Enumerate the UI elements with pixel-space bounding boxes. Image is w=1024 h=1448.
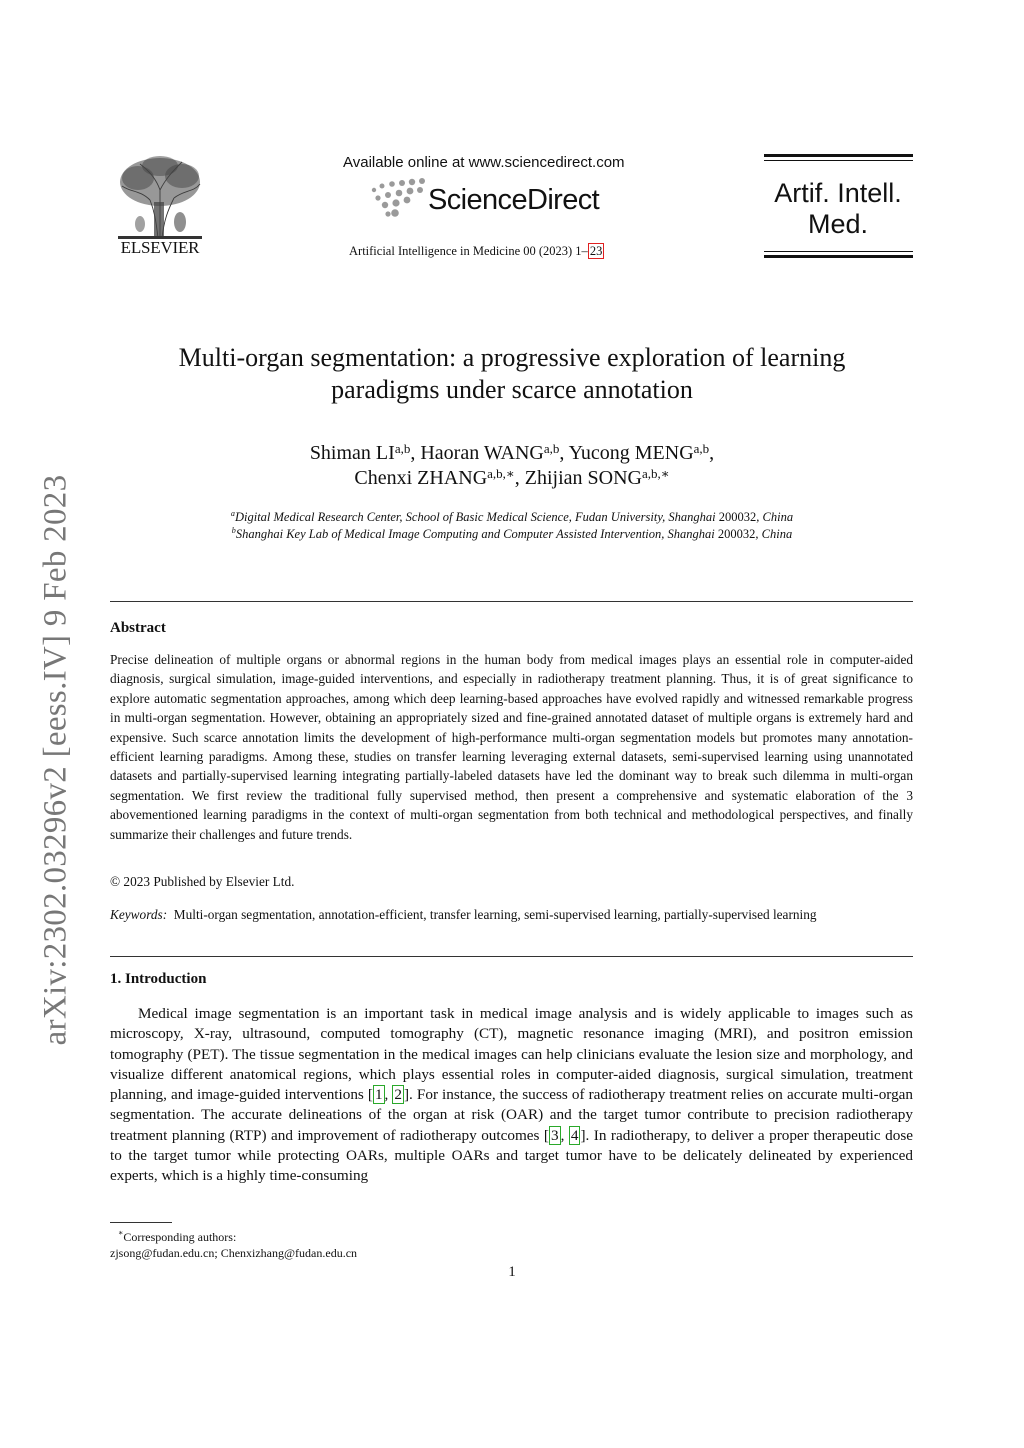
section-heading-introduction: 1. Introduction bbox=[110, 971, 207, 987]
citation-link[interactable]: 3 bbox=[550, 1126, 559, 1144]
affiliation-mark: a bbox=[230, 509, 235, 518]
keywords-list: Multi-organ segmentation, annotation-efficient, transfer learning, semi-supervised learning, partially-supervised learning bbox=[173, 907, 817, 922]
author-affil-mark: a,b,∗ bbox=[641, 466, 670, 481]
copyright-notice: © 2023 Published by Elsevier Ltd. bbox=[110, 874, 295, 889]
citation-link[interactable]: 1 bbox=[374, 1086, 383, 1104]
journal-abbrev-line2: Med. bbox=[807, 209, 869, 239]
affiliation-text: Digital Medical Research Center, School of Basic Medical Science, Fudan University, Shanghai bbox=[234, 510, 719, 524]
abstract-bottom-rule bbox=[110, 956, 913, 957]
affiliation-country: , China bbox=[756, 510, 794, 524]
author-name: Haoran WANG bbox=[420, 442, 544, 464]
affiliation-b bbox=[150, 526, 874, 543]
citation-separator: , bbox=[384, 1086, 393, 1104]
journal-box-bottom-rule bbox=[764, 255, 913, 258]
available-online-text: Available online at www.sciencedirect.com bbox=[343, 154, 625, 171]
citation-separator: , bbox=[560, 1126, 569, 1144]
keywords-label: Keywords: bbox=[110, 907, 168, 922]
abstract-top-rule bbox=[110, 601, 913, 602]
footnote-mark: ∗ bbox=[118, 1228, 124, 1237]
postal-code: 200032 bbox=[718, 510, 757, 524]
footnote-label: Corresponding authors: bbox=[123, 1230, 237, 1244]
journal-citation-line bbox=[349, 244, 604, 259]
author-line-1: Shiman LI$^{a,b}$, Haoran WANG$^{a,b}$, Yucong MENG$^{a,b}$, bbox=[309, 441, 715, 464]
author-affil-mark: a,b,∗ bbox=[487, 466, 515, 481]
affiliation-text: Shanghai Key Lab of Medical Image Computing and Computer Assisted Intervention, Shanghai bbox=[235, 527, 718, 541]
author-affil-mark: a,b bbox=[693, 441, 710, 456]
journal-box-top-rule-thin bbox=[764, 160, 913, 161]
title-line-1: Multi-organ segmentation: a progressive exploration of learning bbox=[178, 343, 846, 372]
affiliation-country: , China bbox=[755, 527, 793, 541]
journal-abbreviation bbox=[764, 178, 912, 240]
keywords bbox=[110, 905, 913, 924]
footnote-emails[interactable]: zjsong@fudan.edu.cn; Chenxizhang@fudan.edu.cn bbox=[110, 1246, 358, 1260]
author-line-2: Chenxi $ZHANG^{a,b,∗}$, Zhijian $SONG^{a,b,∗}$ bbox=[354, 466, 670, 489]
arxiv-identifier[interactable]: arXiv:2302.03296v2 [eess.IV] 9 Feb 2023 bbox=[37, 474, 74, 1046]
affiliation-mark: b bbox=[231, 526, 236, 535]
affiliation-a bbox=[150, 509, 874, 526]
citation-link[interactable]: 2 bbox=[394, 1086, 402, 1104]
paper-title bbox=[120, 342, 904, 406]
last-page-link[interactable]: 23 bbox=[589, 244, 603, 258]
author-affil-mark: a,b bbox=[543, 441, 560, 456]
sciencedirect-wordmark: ScienceDirect bbox=[428, 184, 600, 216]
journal-line-text: Artificial Intelligence in Medicine 00 (2023) 1– bbox=[349, 244, 588, 258]
author-name: Shiman LI bbox=[309, 442, 395, 464]
journal-box-bottom-rule-thin bbox=[764, 251, 913, 252]
intro-text: Medical image segmentation is an important task in medical image analysis and is widely applicable to images such as microscopy, X-ray, ultrasound, computed tomography (CT), magnetic resonance imaging (MRI), and positron emission tomography (PET). The tissue segmentation in the medical images can help clinicians evaluate the lesion size and morphology, and visualize different anatomical regions, which plays essential roles in computer-aided diagnosis, surgical simulation, treatment planning, and image-guided interventions [ bbox=[110, 1005, 913, 1104]
abstract-heading: Abstract bbox=[110, 620, 166, 636]
author-name: Chenxi ZHANG bbox=[354, 467, 488, 489]
journal-box-top-rule bbox=[764, 154, 913, 157]
footnote-corresponding bbox=[118, 1230, 236, 1245]
page-number: 1 bbox=[508, 1264, 516, 1280]
intro-text: ]. In radiotherapy, to deliver a proper therapeutic dose to the target tumor while protecting OARs, multiple OARs and target tumor have to be delicately delineated by experienced experts, which is a highly time-consuming bbox=[110, 1126, 913, 1185]
author-name: Yucong MENG bbox=[568, 442, 694, 464]
intro-text: ]. For instance, the success of radiotherapy treatment relies on accurate multi-organ segmentation. The accurate delineations of the organ at risk (OAR) and the target tumor contribute to precision radiotherapy treatment planning (RTP) and improvement of radiotherapy outcomes [ bbox=[110, 1086, 914, 1144]
publisher-wordmark: ELSEVIER bbox=[120, 238, 200, 257]
author-affil-mark: a,b bbox=[394, 441, 411, 456]
title-line-2: paradigms under scarce annotation bbox=[331, 375, 693, 404]
footnote-rule bbox=[110, 1222, 172, 1223]
abstract-text: Precise delineation of multiple organs or abnormal regions in the human body from medical images plays an essential role in computer-aided diagnosis, surgical simulation, image-guided interventions, and especially in radiotherapy treatment planning. Thus, it is of great significance to explore automatic segmentation approaches, among which deep learning-based approaches have evolved rapidly and witnessed remarkable progress in multi-organ segmentation. However, obtaining an appropriately sized and fine-grained annotated dataset of multiple organs is extremely hard and expensive. Such scarce annotation limits the development of high-performance multi-organ segmentation models but promotes many annotation-efficient learning paradigms. Among these, studies on transfer learning leveraging external datasets, semi-supervised learning using unannotated datasets and partially-supervised learning integrating partially-labeled datasets have led the dominant way to break such dilemma in multi-organ segmentation. We first review the traditional fully supervised method, then present a comprehensive and systematic elaboration of the 3 abovementioned learning paradigms in the context of multi-organ segmentation from both technical and methodological perspectives, and finally summarize their challenges and future trends. bbox=[110, 652, 913, 842]
citation-link[interactable]: 4 bbox=[570, 1126, 579, 1144]
introduction-paragraph bbox=[110, 1004, 913, 1187]
affiliations bbox=[150, 509, 874, 543]
author-name: Zhijian SONG bbox=[524, 467, 642, 489]
postal-code: 200032 bbox=[717, 527, 756, 541]
author-list bbox=[130, 441, 894, 491]
journal-abbrev-line1: Artif. Intell. bbox=[774, 178, 902, 208]
